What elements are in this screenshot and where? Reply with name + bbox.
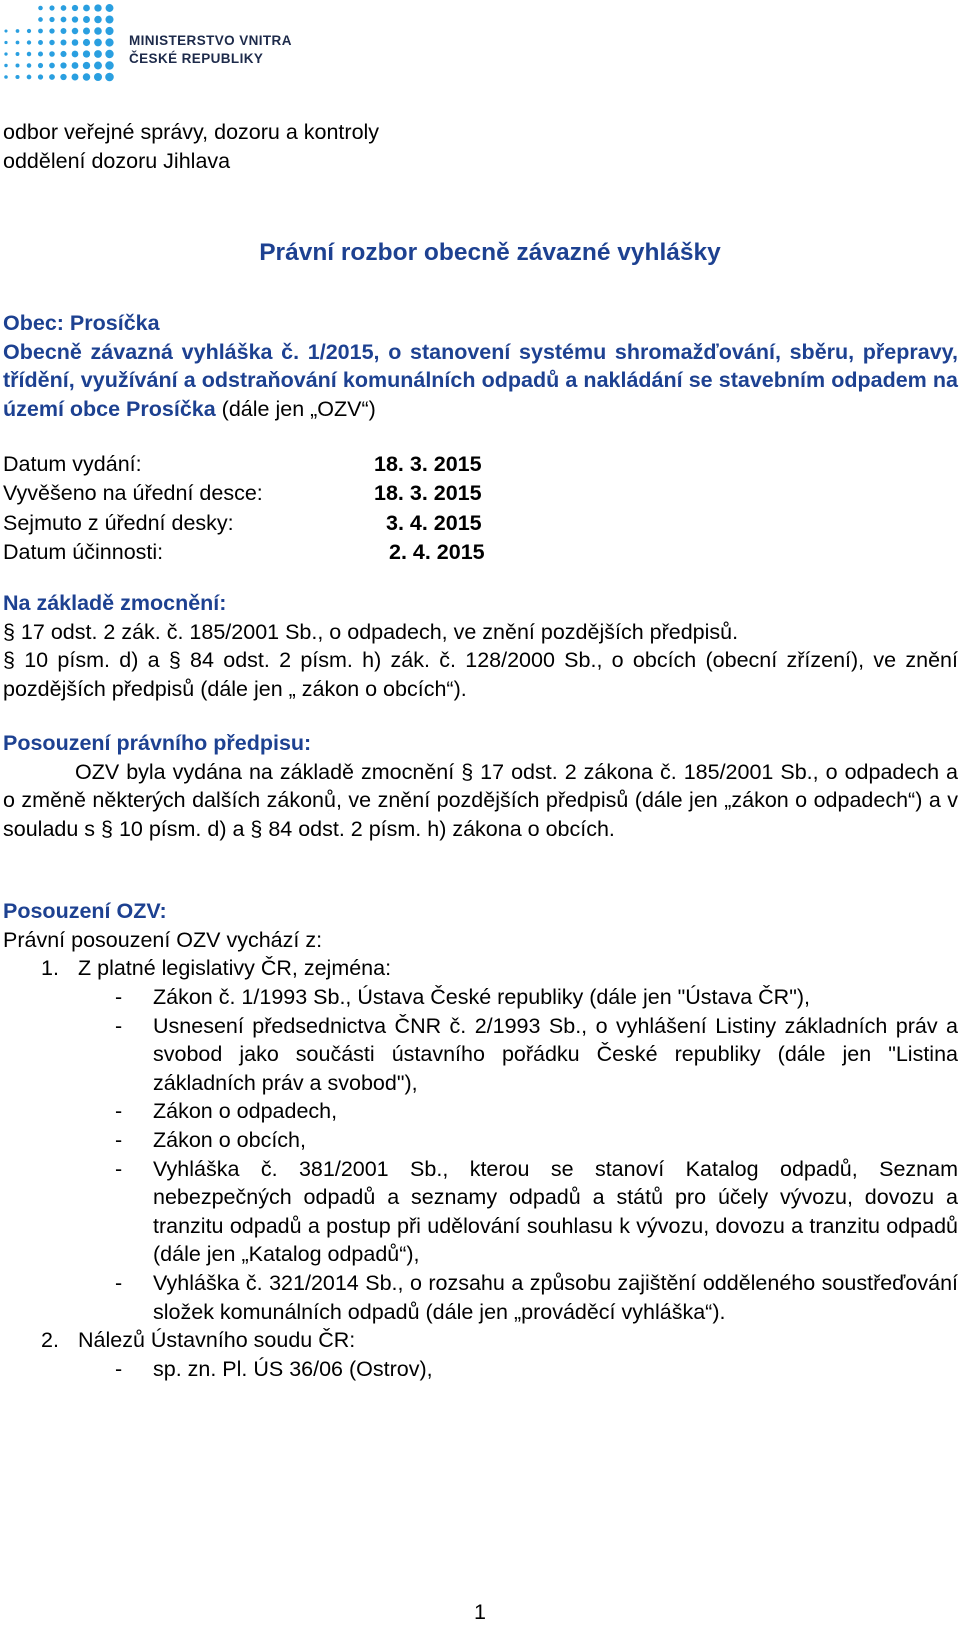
- page-number: 1: [474, 1600, 486, 1624]
- logo-dot: [61, 5, 67, 11]
- logo-dot: [38, 6, 43, 11]
- logo-dot: [27, 63, 32, 68]
- sub-list-text: Zákon o odpadech,: [153, 1099, 338, 1124]
- logo-dot: [94, 62, 102, 70]
- logo-dot: [105, 38, 113, 46]
- logo-dot: [27, 29, 31, 33]
- sub-list-text: Usnesení předsednictva ČNR č. 2/1993 Sb., o vyhlášení Listiny základních práv a svobod jako součásti ústavního pořádku České republiky (dále jen "Listina základních práv a svobod"),: [153, 1013, 958, 1095]
- authorization-block: [3, 589, 958, 703]
- logo-dot: [27, 52, 31, 56]
- logo-dot: [105, 61, 113, 69]
- regulation-assessment-block: [3, 729, 958, 843]
- logo-dot: [94, 27, 102, 35]
- logo-dot: [72, 62, 79, 69]
- ministry-logo: [0, 0, 310, 86]
- logo-dot: [83, 39, 90, 46]
- logo-dot: [49, 40, 54, 45]
- logo-dot: [105, 27, 113, 35]
- list-item: [3, 954, 958, 983]
- sub-list-text: Vyhláška č. 381/2001 Sb., kterou se stanoví Katalog odpadů, Seznam nebezpečných odpadů a seznamy odpadů a států pro účely vývozu, dovozu a tranzitu odpadů a postup při udělování souhlasu k vývozu, dovozu a tranzitu odpadů (dále jen „Katalog odpadů“),: [153, 1156, 958, 1267]
- dash-bullet: -: [115, 1357, 123, 1382]
- logo-dot: [49, 5, 54, 10]
- logo-dot: [49, 17, 54, 22]
- logo-dot: [83, 27, 90, 34]
- logo-dot: [49, 28, 54, 33]
- logo-dot: [94, 50, 102, 58]
- date-value: 18. 3. 2015: [374, 481, 482, 506]
- logo-line-1: MINISTERSTVO VNITRA: [129, 33, 292, 48]
- regulation-assessment-text: OZV byla vydána na základě zmocnění § 17 odst. 2 zákona č. 185/2001 Sb., o odpadech a o změně některých dalších zákonů, ve znění pozdějších předpisů (dále jen „zákon o odpadech“) a v souladu s § 10 písm. d) a § 84 odst. 2 písm. h) zákona o obcích.: [3, 759, 958, 841]
- logo-dot: [60, 51, 66, 57]
- logo-dot: [49, 63, 55, 69]
- sub-list-item: [3, 1355, 958, 1384]
- logo-dot: [27, 75, 32, 80]
- authorization-line-2: § 10 písm. d) a § 84 odst. 2 písm. h) zák. č. 128/2000 Sb., o obcích (obecní zřízení), ve znění pozdějších předpisů (dále jen „ zákon o obcích“).: [3, 648, 958, 701]
- date-label: Datum vydání:: [3, 452, 142, 476]
- list-item: [3, 1326, 958, 1355]
- logo-dot: [16, 52, 20, 56]
- logo-dot: [83, 50, 90, 57]
- logo-dot: [4, 52, 7, 55]
- sub-list-text: sp. zn. Pl. ÚS 36/06 (Ostrov),: [153, 1357, 433, 1382]
- dates-block: [3, 450, 958, 568]
- dash-bullet: -: [115, 1271, 123, 1296]
- logo-dot: [38, 74, 43, 79]
- logo-dot: [72, 51, 79, 58]
- department-line-2: oddělení dozoru Jihlava: [3, 148, 231, 173]
- logo-dot: [105, 15, 113, 23]
- document-title: Právní rozbor obecně závazné vyhlášky: [259, 239, 721, 266]
- sub-list-item: [3, 1012, 958, 1098]
- logo-dot: [72, 5, 78, 11]
- dash-bullet: -: [115, 1128, 123, 1153]
- date-label: Vyvěšeno na úřední desce:: [3, 481, 263, 506]
- logo-dot: [72, 16, 78, 22]
- regulation-assessment-heading: Posouzení právního předpisu:: [3, 731, 312, 755]
- logo-dot: [61, 28, 67, 34]
- logo-dots-icon: [0, 0, 120, 86]
- department-block: [3, 118, 379, 175]
- authorization-heading: Na základě zmocnění:: [3, 591, 227, 615]
- logo-dot: [83, 62, 90, 69]
- department-line-1: odbor veřejné správy, dozoru a kontroly: [3, 120, 380, 144]
- logo-line-2: ČESKÉ REPUBLIKY: [129, 50, 264, 66]
- sub-list-text: Zákon č. 1/1993 Sb., Ústava České republiky (dále jen "Ústava ČR"),: [153, 985, 810, 1010]
- ozv-title-suffix: (dále jen „OZV“): [215, 396, 376, 421]
- logo-dot: [27, 40, 31, 44]
- logo-dot: [83, 73, 90, 80]
- date-row-issued: [3, 450, 958, 479]
- logo-dot: [4, 64, 7, 67]
- logo-dot: [38, 63, 43, 68]
- logo-dot: [49, 51, 55, 57]
- ozv-title: [3, 338, 958, 424]
- date-row-posted: [3, 479, 958, 508]
- ozv-assessment-block: [3, 897, 958, 1384]
- list-number: 2.: [41, 1328, 59, 1353]
- logo-dot: [38, 29, 43, 34]
- logo-dot: [83, 16, 90, 23]
- obec-value: Prosíčka: [69, 311, 160, 335]
- date-value: 18. 3. 2015: [374, 452, 482, 476]
- logo-dot: [38, 40, 43, 45]
- logo-dot: [49, 74, 55, 80]
- logo-dot: [94, 4, 101, 11]
- logo-dot: [105, 73, 114, 82]
- logo-dot: [72, 74, 79, 81]
- logo-dot: [4, 41, 7, 44]
- dash-bullet: -: [115, 1013, 123, 1038]
- dash-bullet: -: [115, 1099, 123, 1124]
- logo-dot: [72, 28, 78, 34]
- logo-dot: [16, 29, 20, 33]
- logo-dot: [83, 5, 90, 12]
- ozv-block: [3, 309, 958, 423]
- logo-dot: [60, 39, 66, 45]
- dash-bullet: -: [115, 985, 123, 1010]
- logo-dot: [16, 41, 20, 45]
- logo-dot: [94, 73, 102, 81]
- logo-dot: [4, 75, 8, 79]
- list-label: Z platné legislativy ČR, zejména:: [78, 956, 392, 981]
- date-row-effective: [3, 538, 958, 567]
- list-label: Nálezů Ústavního soudu ČR:: [78, 1328, 356, 1353]
- logo-dot: [38, 17, 43, 22]
- logo-text: [129, 32, 292, 67]
- logo-dot: [38, 51, 43, 56]
- authorization-line-1: § 17 odst. 2 zák. č. 185/2001 Sb., o odpadech, ve znění pozdějších předpisů.: [3, 619, 739, 644]
- date-row-removed: [3, 509, 958, 538]
- date-value: 3. 4. 2015: [386, 510, 482, 535]
- dash-bullet: -: [115, 1156, 123, 1181]
- sub-list-item: [3, 1097, 958, 1126]
- date-label: Datum účinnosti:: [3, 540, 164, 565]
- sub-list-text: Zákon o obcích,: [153, 1128, 306, 1153]
- logo-dot: [15, 63, 19, 67]
- logo-dot: [94, 16, 101, 23]
- logo-dot: [60, 62, 66, 68]
- logo-dot: [4, 29, 7, 32]
- logo-dot: [72, 39, 79, 46]
- logo-dot: [61, 17, 67, 23]
- sub-list-item: [3, 1155, 958, 1269]
- ozv-assessment-intro: Právní posouzení OZV vychází z:: [3, 927, 323, 952]
- logo-dot: [60, 74, 66, 80]
- logo-dot: [105, 50, 113, 58]
- list-number: 1.: [41, 956, 59, 981]
- sub-list-item: [3, 1126, 958, 1155]
- date-value: 2. 4. 2015: [389, 540, 485, 565]
- ozv-assessment-heading: Posouzení OZV:: [3, 899, 167, 923]
- logo-dot: [15, 75, 19, 79]
- sub-list-item: [3, 983, 958, 1012]
- logo-dot: [94, 39, 102, 47]
- ozv-title-bold: Obecně závazná vyhláška č. 1/2015, o stanovení systému shromažďování, sběru, přepravy, třídění, využívání a odstraňování komunálních odpadů a nakládání se stavebním odpadem na území obce Prosíčka: [3, 339, 958, 421]
- date-label: Sejmuto z úřední desky:: [3, 510, 234, 535]
- logo-dot: [106, 4, 114, 12]
- obec-line: [3, 309, 958, 338]
- obec-label: Obec:: [3, 311, 64, 335]
- sub-list-text: Vyhláška č. 321/2014 Sb., o rozsahu a způsobu zajištění odděleného soustřeďování složek komunálních odpadů (dále jen „prováděcí vyhláška“).: [153, 1271, 958, 1324]
- sub-list-item: [3, 1269, 958, 1326]
